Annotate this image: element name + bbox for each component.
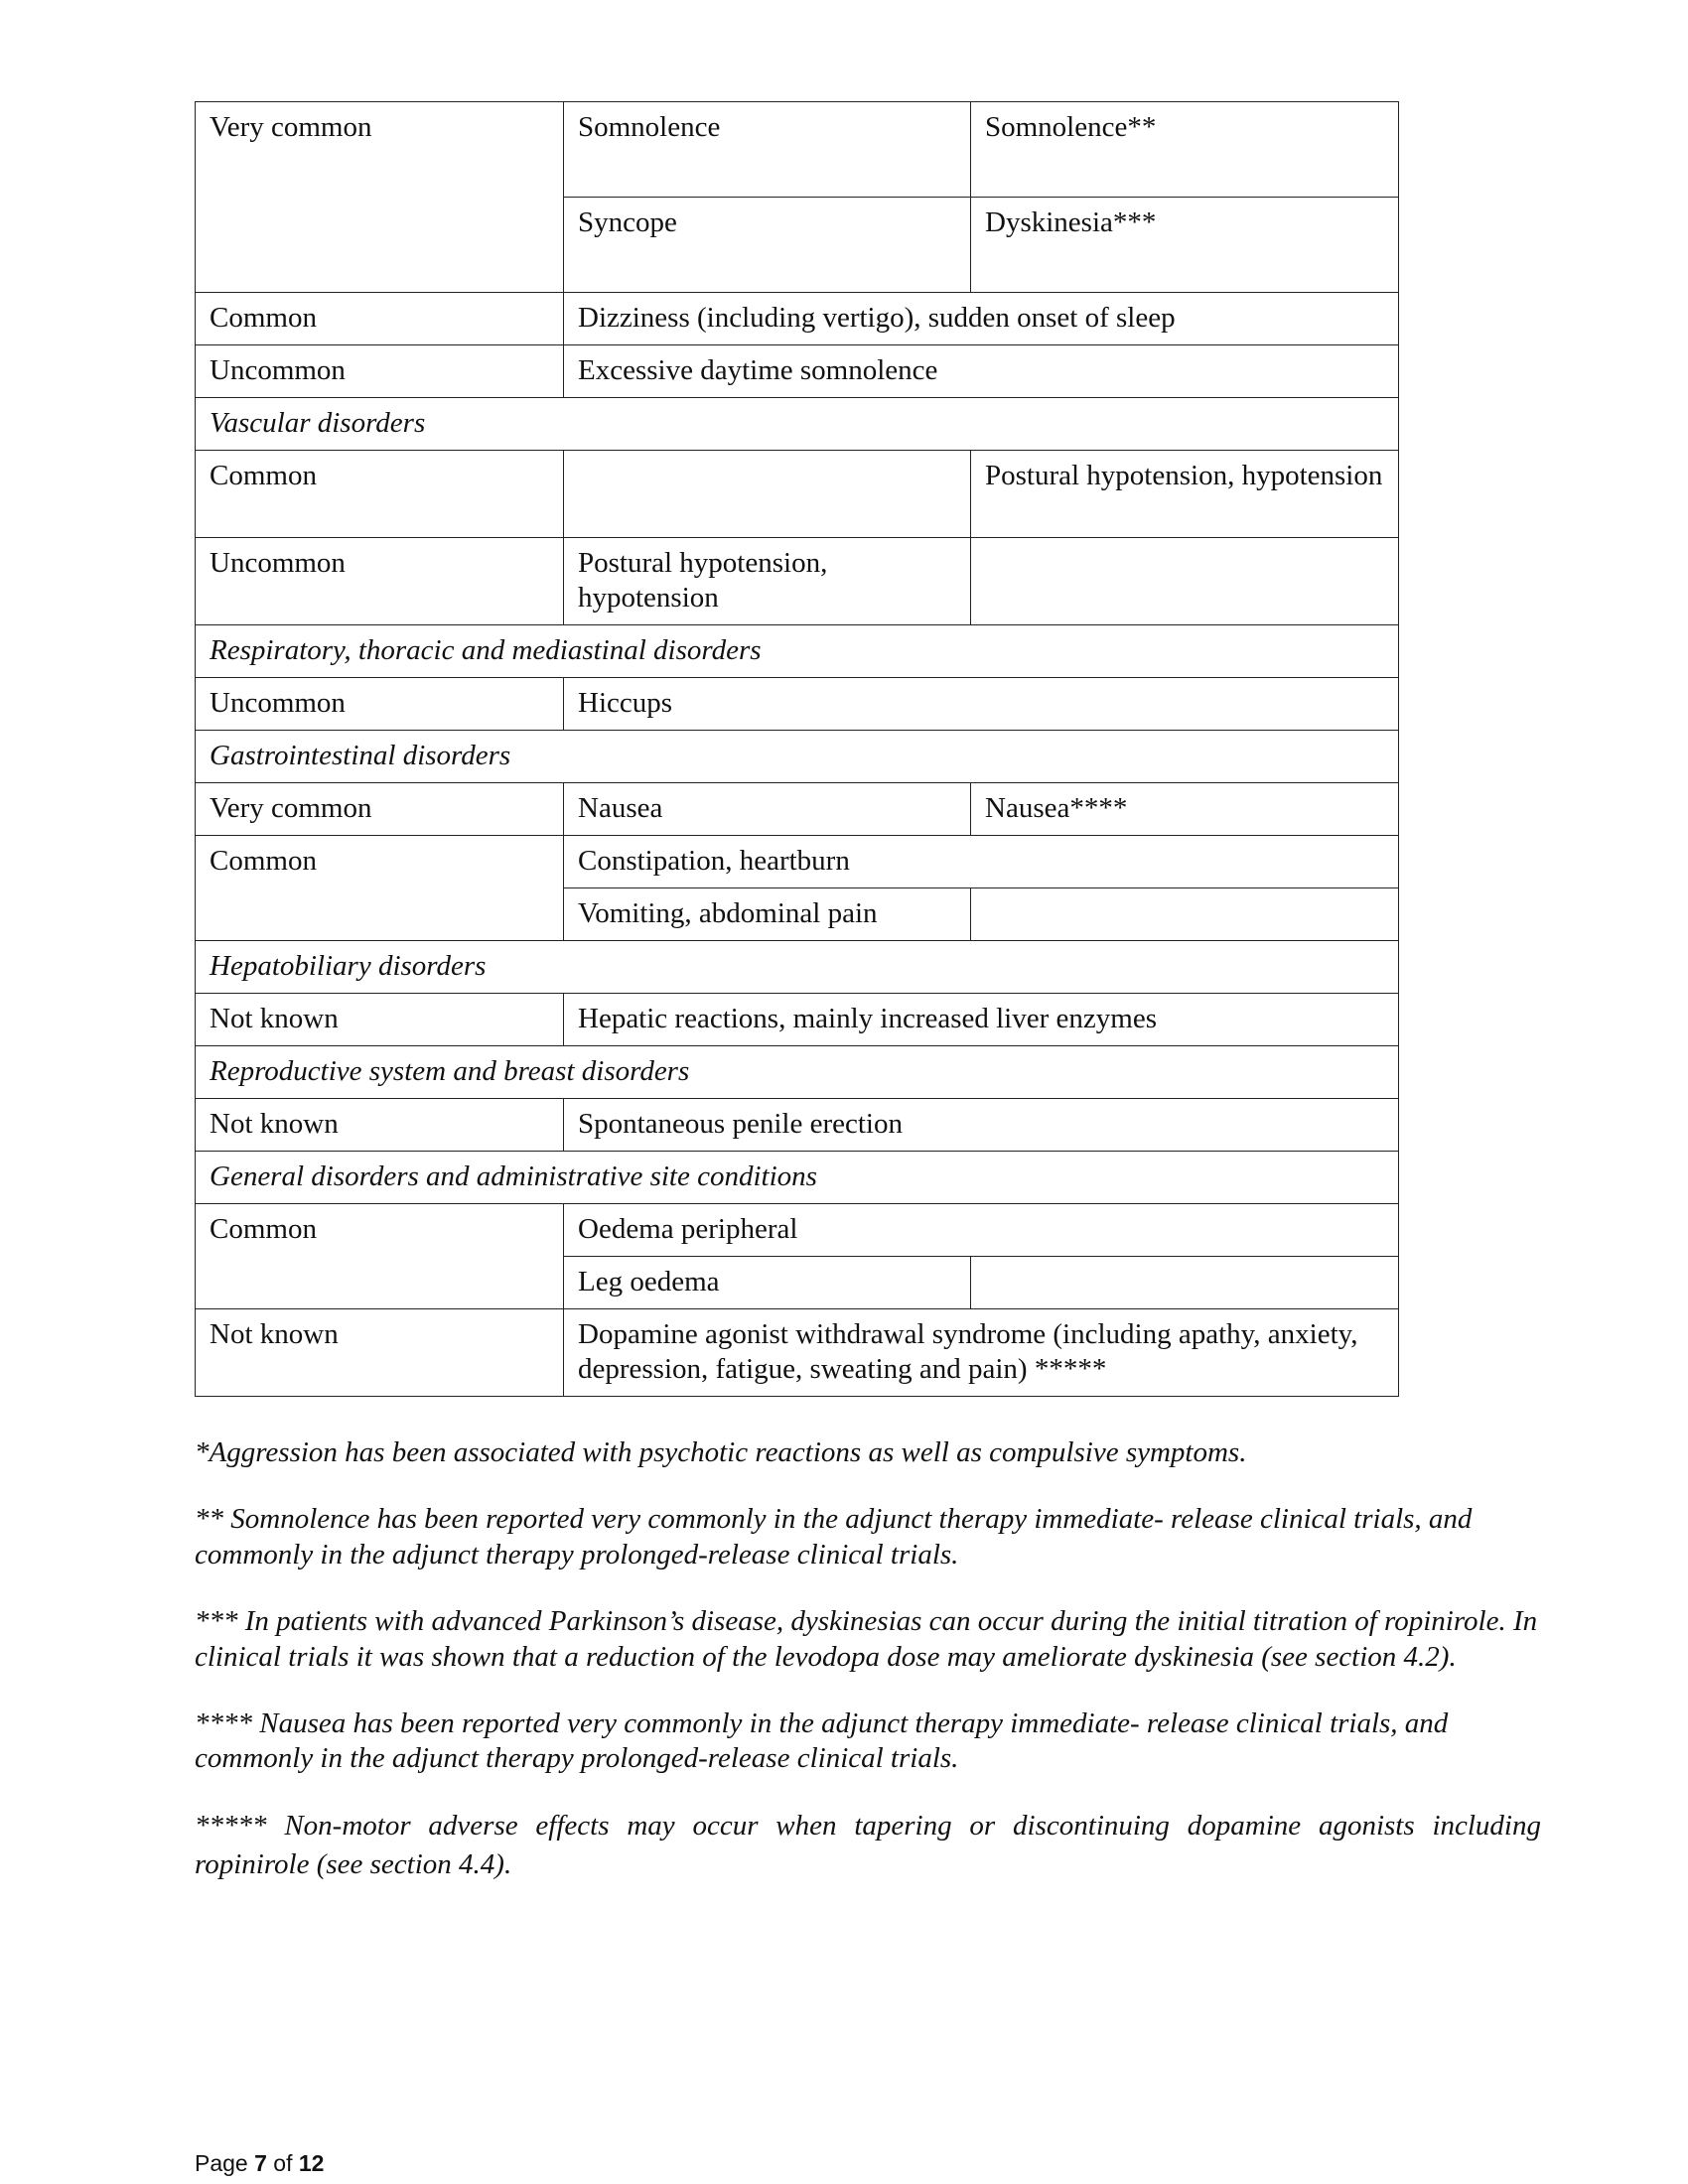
frequency-cell: Not known <box>196 1099 564 1152</box>
frequency-cell: Uncommon <box>196 678 564 731</box>
frequency-cell: Not known <box>196 1309 564 1397</box>
reaction-cell: Dizziness (including vertigo), sudden onset of sleep <box>564 293 1399 345</box>
reaction-cell: Spontaneous penile erection <box>564 1099 1399 1152</box>
section-heading: Reproductive system and breast disorders <box>196 1046 1399 1099</box>
footnotes <box>195 1435 1541 1914</box>
adjunct-cell: Dyskinesia*** <box>971 198 1399 293</box>
footnote-withdrawal-continued: ropinirole (see section 4.4). <box>195 1848 512 1880</box>
frequency-cell: Common <box>196 836 564 941</box>
monotherapy-cell: Leg oedema <box>564 1257 971 1309</box>
page-number <box>195 2150 324 2177</box>
adjunct-cell: Postural hypotension, hypotension <box>971 451 1399 538</box>
frequency-cell: Common <box>196 293 564 345</box>
reaction-cell: Excessive daytime somnolence <box>564 345 1399 398</box>
frequency-cell: Uncommon <box>196 345 564 398</box>
adjunct-cell <box>971 888 1399 941</box>
footnote-nausea: **** Nausea has been reported very commonly in the adjunct therapy immediate- release clinical trials, and commonly in the adjunct therapy prolonged-release clinical trials. <box>195 1706 1449 1775</box>
reaction-cell: Hiccups <box>564 678 1399 731</box>
total-pages: 12 <box>298 2150 325 2176</box>
frequency-cell: Common <box>196 1204 564 1309</box>
frequency-cell: Very common <box>196 102 564 293</box>
frequency-cell: Uncommon <box>196 538 564 625</box>
adverse-reactions-table <box>195 101 1399 1397</box>
footnote-somnolence: ** Somnolence has been reported very commonly in the adjunct therapy immediate- release clinical trials, and commonly in the adjunct therapy prolonged-release clinical trials. <box>195 1503 1473 1570</box>
monotherapy-cell: Postural hypotension, hypotension <box>564 538 971 625</box>
adjunct-cell: Nausea**** <box>971 783 1399 836</box>
frequency-cell: Very common <box>196 783 564 836</box>
monotherapy-cell: Vomiting, abdominal pain <box>564 888 971 941</box>
section-heading: General disorders and administrative site conditions <box>196 1152 1399 1204</box>
monotherapy-cell <box>564 451 971 538</box>
reaction-cell: Oedema peripheral <box>564 1204 1399 1257</box>
frequency-cell: Not known <box>196 994 564 1046</box>
section-heading: Vascular disorders <box>196 398 1399 451</box>
footnote-withdrawal: ***** Non-motor adverse effects may occur when tapering or discontinuing dopamine agonists including <box>195 1809 1541 1842</box>
current-page: 7 <box>254 2150 267 2176</box>
reaction-cell: Constipation, heartburn <box>564 836 1399 888</box>
section-heading: Respiratory, thoracic and mediastinal disorders <box>196 625 1399 678</box>
page-label: Page <box>195 2150 248 2176</box>
of-label: of <box>273 2150 293 2176</box>
adjunct-cell <box>971 538 1399 625</box>
footnote-dyskinesia: *** In patients with advanced Parkinson’s disease, dyskinesias can occur during the initial titration of ropinirole. In clinical trials it was shown that a reduction of the levodopa dose may ameliorate dyskinesia (see section 4.2). <box>195 1605 1538 1673</box>
monotherapy-cell: Syncope <box>564 198 971 293</box>
section-heading: Hepatobiliary disorders <box>196 941 1399 994</box>
footnote-aggression: *Aggression has been associated with psychotic reactions as well as compulsive symptoms. <box>195 1436 1247 1468</box>
reaction-cell: Hepatic reactions, mainly increased liver enzymes <box>564 994 1399 1046</box>
frequency-cell: Common <box>196 451 564 538</box>
adjunct-cell <box>971 1257 1399 1309</box>
section-heading: Gastrointestinal disorders <box>196 731 1399 783</box>
monotherapy-cell: Nausea <box>564 783 971 836</box>
adjunct-cell: Somnolence** <box>971 102 1399 198</box>
reaction-cell: Dopamine agonist withdrawal syndrome (including apathy, anxiety, depression, fatigue, sweating and pain) ***** <box>564 1309 1399 1397</box>
monotherapy-cell: Somnolence <box>564 102 971 198</box>
